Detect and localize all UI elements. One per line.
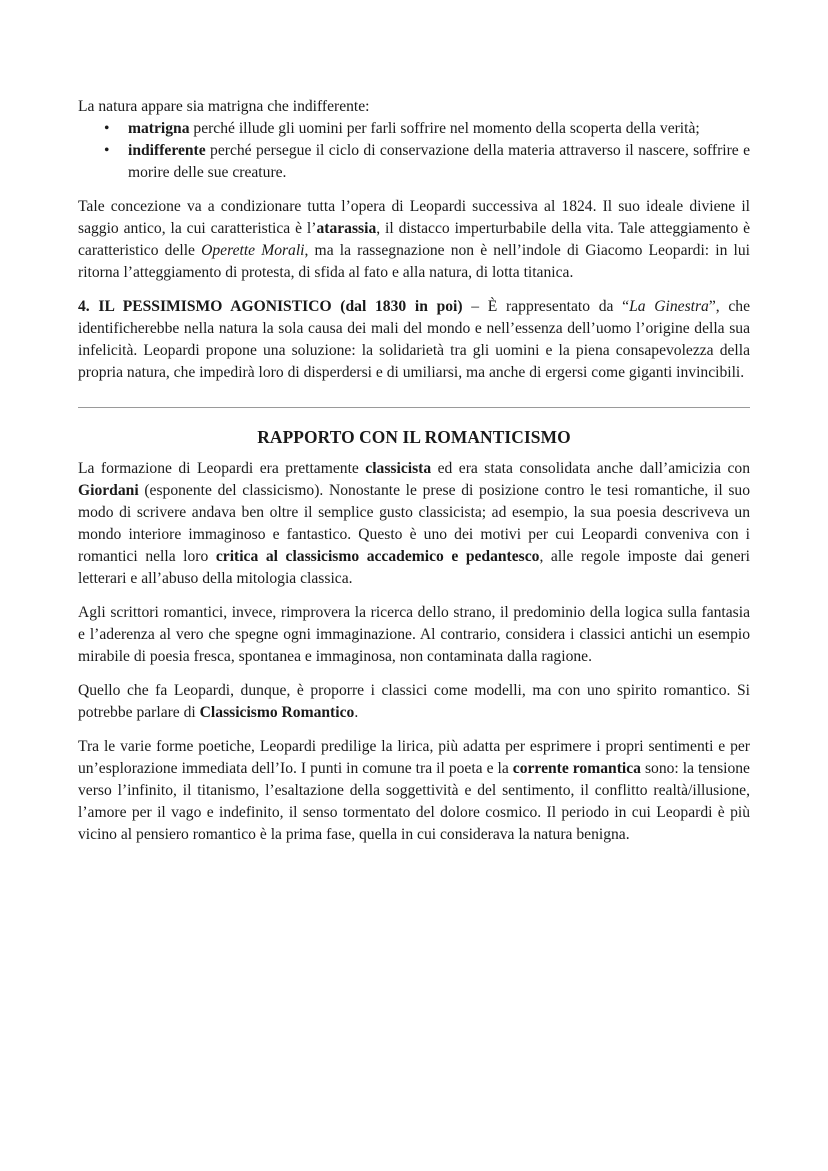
paragraph-intro: La natura appare sia matrigna che indifferente: [78, 98, 370, 115]
list-item [104, 118, 750, 140]
list-item [104, 140, 750, 184]
list-item-text: perché persegue il ciclo di conservazione della materia attraverso il nascere, soffrire e morire delle sue creature. [128, 142, 750, 181]
text-run: Tra le varie forme poetiche, Leopardi predilige la lirica, più adatta per esprimere i propri sentimenti e per un’esplorazione immediata dell’Io. I punti in comune tra il poeta e la [78, 738, 750, 777]
section-label: 4. IL PESSIMISMO AGONISTICO (dal 1830 in poi) [78, 298, 463, 315]
text-run: , ma la rassegnazione non è nell’indole di Giacomo Leopardi: in lui ritorna l’atteggiamento di protesta, di sfida al fato e alla natura, di lotta titanica. [78, 242, 750, 281]
text-run: , alle regole imposte dai generi letterari e all’abuso della mitologia classica. [78, 548, 751, 587]
text-run: . [354, 704, 359, 721]
bold-term: classicista [365, 460, 432, 477]
text-run: Quello che fa Leopardi, dunque, è proporre i classici come modelli, ma con uno spirito romantico. Si potrebbe parlare di [78, 682, 750, 721]
text-run: ”, che identificherebbe nella natura la sola causa dei mali del mondo e nell’essenza dell’uomo l’origine della sua infelicità. Leopardi propone una soluzione: la solidarietà tra gli uomini e la piena consapevolezza della propria natura, che impedirà loro di disperdersi e di umiliarsi, ma anche di ergersi come giganti invincibili. [78, 298, 751, 381]
paragraph-atarassia [78, 196, 750, 284]
bold-term: corrente romantica [512, 760, 641, 777]
paragraph-scrittori-romantici: Agli scrittori romantici, invece, rimprovera la ricerca dello strano, il predominio della logica sulla fantasia e l’aderenza al vero che spegne ogni immaginazione. Al contrario, considera i classici antichi un esempio mirabile di poesia fresca, spontanea e immaginosa, non contaminata dalla ragione. [78, 604, 750, 665]
bold-term: atarassia [316, 220, 377, 237]
bold-term: critica al classicismo accademico e pedantesco [215, 548, 540, 565]
document-page [78, 96, 750, 846]
text-run: , il distacco imperturbabile della vita. Tale atteggiamento è caratteristico delle [78, 220, 751, 259]
bold-term: indifferente [128, 142, 206, 159]
paragraph-formazione [78, 458, 750, 590]
bullet-icon: • [104, 120, 110, 137]
text-run: La formazione di Leopardi era prettamente [78, 460, 366, 477]
bold-term: Giordani [78, 482, 139, 499]
paragraph-classicismo-romantico [78, 680, 750, 724]
italic-title: Operette Morali [201, 242, 305, 259]
bold-term: matrigna [128, 120, 190, 137]
bold-term: Classicismo Romantico [199, 704, 355, 721]
section-heading: RAPPORTO CON IL ROMANTICISMO [257, 427, 571, 447]
italic-title: La Ginestra [629, 298, 709, 315]
text-run: ed era stata consolidata anche dall’amicizia con [431, 460, 750, 477]
text-run: (esponente del classicismo). Nonostante le prese di posizione contro le tesi romantiche, il suo modo di scrivere andava ben oltre il semplice gusto classicista; ad esempio, la sua poesia descriveva un mondo interiore immaginoso e fantastico. Questo è uno dei motivi per cui Leopardi conveniva con i romantici nella loro [78, 482, 750, 565]
bullet-icon: • [104, 142, 110, 159]
text-run: Tale concezione va a condizionare tutta l’opera di Leopardi successiva al 1824. Il suo ideale diviene il saggio antico, la cui caratteristica è l’ [78, 198, 750, 237]
text-run: sono: la tensione verso l’infinito, il titanismo, l’esaltazione della soggettività e del sentimento, il conflitto realtà/illusione, l’amore per il vago e indefinito, il senso tormentato del dolore cosmico. Il periodo in cui Leopardi è più vicino al pensiero romantico è la prima fase, quella in cui considerava la natura benigna. [78, 760, 750, 843]
paragraph-pessimismo-agonistico [78, 296, 750, 384]
paragraph-forme-poetiche [78, 736, 750, 846]
text-run: – È rappresentato da “ [462, 298, 630, 315]
list-item-text: perché illude gli uomini per farli soffrire nel momento della scoperta della verità; [189, 120, 700, 137]
horizontal-divider [78, 407, 750, 408]
bullet-list [78, 118, 750, 184]
